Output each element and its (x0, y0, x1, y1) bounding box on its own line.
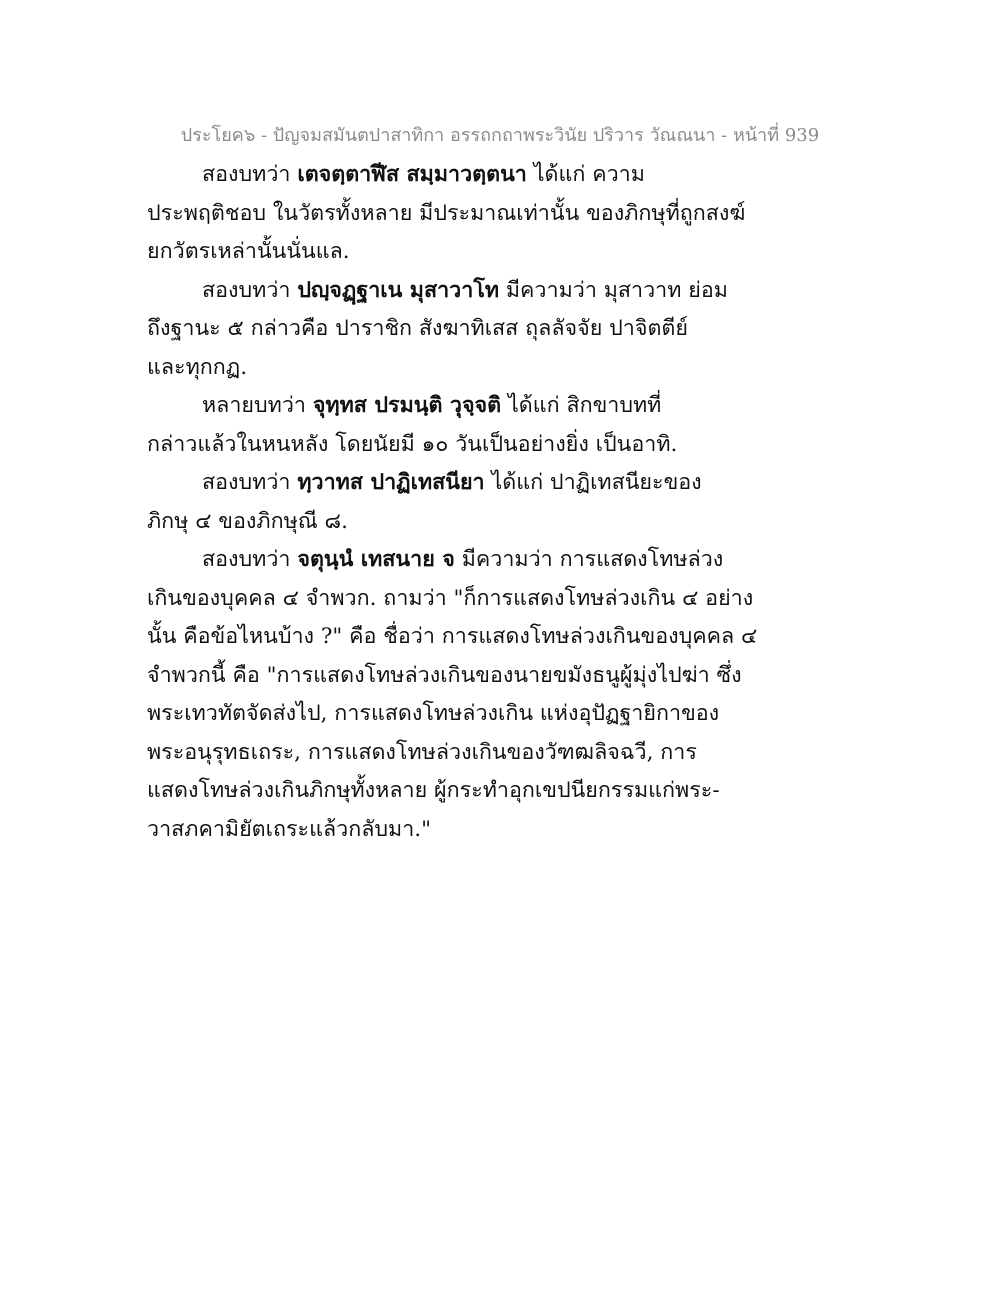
paragraph-5-line-5: พระเทวทัตจัดส่งไป, การแสดงโทษล่วงเกิน แห่งอุปัฏฐายิกาของ (147, 701, 720, 726)
running-header: ประโยค๖ - ปัญจมสมันตปาสาทิกา อรรถกถาพระวินัย ปริวาร วัณณนา - หน้าที่ 939 (180, 125, 820, 146)
paragraph-4-line-2: ภิกษุ ๔ ของภิกษุณี ๘. (147, 508, 348, 534)
text-run: มีความว่า การแสดงโทษล่วง (454, 547, 724, 572)
text-run: หลายบทว่า (202, 393, 313, 418)
paragraph-2-line-1 (147, 272, 837, 311)
paragraph-3-line-2: กล่าวแล้วในหนหลัง โดยนัยมี ๑๐ วันเป็นอย่างยิ่ง เป็นอาทิ. (147, 431, 678, 457)
text-run: สองบทว่า (202, 162, 298, 187)
pali-term: เตจตฺตาฬีส สมฺมาวตฺตนา (297, 162, 527, 187)
paragraph-2-line-2: ถึงฐานะ ๕ กล่าวคือ ปาราชิก สังฆาทิเสส ถุลลัจจัย ปาจิตตีย์ (147, 316, 688, 341)
paragraph-5-line-7: แสดงโทษล่วงเกินภิกษุทั้งหลาย ผู้กระทำอุกเขปนียกรรมแก่พระ- (147, 778, 720, 803)
paragraph-1-line-3: ยกวัตรเหล่านั้นนั่นแล. (147, 239, 350, 264)
pali-term: ปญฺจฏฺฐาเน มุสาวาโท (297, 277, 500, 303)
paragraph-1-line-2: ประพฤติชอบ ในวัตรทั้งหลาย มีประมาณเท่านั้น ของภิกษุที่ถูกสงฆ์ (147, 200, 746, 226)
paragraph-5-line-6: พระอนุรุทธเถระ, การแสดงโทษล่วงเกินของวัฑฒลิจฉวี, การ (147, 739, 697, 765)
pali-term: จุทฺทส ปรมนฺติ วุจฺจติ (312, 393, 502, 418)
paragraph-3-line-1 (147, 387, 837, 426)
body-text (147, 156, 837, 849)
pali-term: ทฺวาทส ปาฏิเทสนียา (297, 470, 485, 495)
text-run: ได้แก่ สิกขาบทที่ (501, 393, 662, 418)
paragraph-5-line-2: เกินของบุคคล ๔ จำพวก. ถามว่า "ก็การแสดงโทษล่วงเกิน ๔ อย่าง (147, 585, 754, 611)
paragraph-5-line-4: จำพวกนี้ คือ "การแสดงโทษล่วงเกินของนายขมังธนูผู้มุ่งไปฆ่า ซึ่ง (147, 662, 742, 688)
text-run: สองบทว่า (202, 470, 298, 495)
paragraph-4-line-1 (147, 464, 837, 503)
text-run: ได้แก่ ความ (526, 162, 645, 187)
paragraph-1-line-1 (147, 156, 837, 195)
pali-term: จตุนฺนํ เทสนาย จ (297, 547, 455, 572)
text-run: สองบทว่า (202, 547, 298, 572)
text-run: สองบทว่า (202, 277, 298, 303)
paragraph-5-line-1 (147, 541, 837, 580)
paragraph-2-line-3: และทุกกฏ. (147, 354, 248, 380)
text-run: มีความว่า มุสาวาท ย่อม (499, 277, 728, 303)
paragraph-5-line-3: นั้น คือข้อไหนบ้าง ?" คือ ชื่อว่า การแสดงโทษล่วงเกินของบุคคล ๔ (147, 624, 758, 649)
paragraph-5-line-8: วาสภคามิยัตเถระแล้วกลับมา." (147, 816, 432, 842)
text-run: ได้แก่ ปาฏิเทสนียะของ (484, 470, 702, 495)
